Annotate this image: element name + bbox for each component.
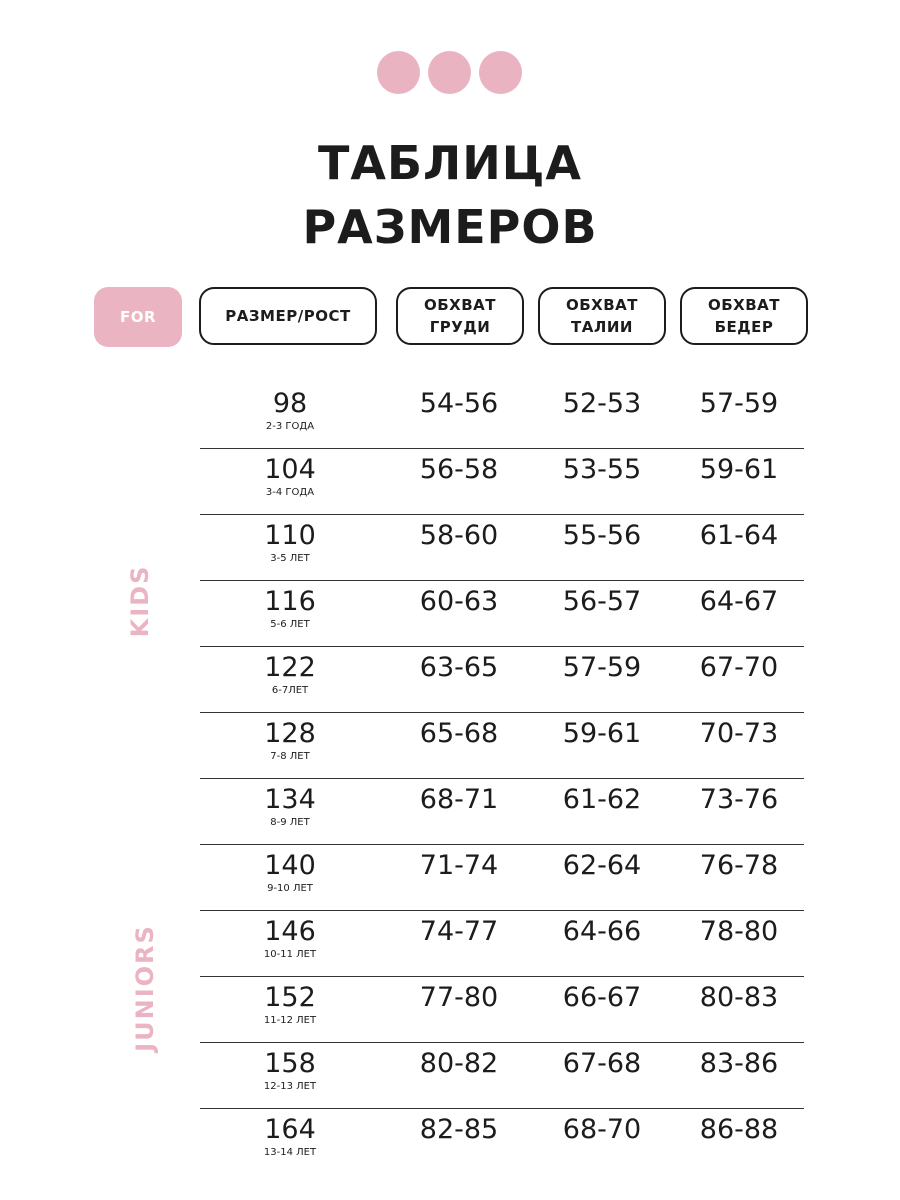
hips-value: 59-61	[699, 454, 779, 485]
age-value: 2-3 ГОДА	[265, 421, 315, 432]
age-value: 12-13 ЛЕТ	[263, 1081, 317, 1092]
waist-value: 55-56	[562, 520, 642, 551]
size-value: 164	[264, 1114, 316, 1145]
chest-value: 56-58	[419, 454, 499, 485]
chest-value: 71-74	[419, 850, 499, 881]
page-title-line-1: ТАБЛИЦА	[317, 136, 583, 190]
age-value: 3-5 ЛЕТ	[270, 553, 310, 564]
waist-value: 56-57	[562, 586, 642, 617]
size-value: 104	[264, 454, 316, 485]
for-badge-label: FOR	[119, 308, 157, 326]
size-column-header	[199, 287, 377, 345]
waist-value: 64-66	[562, 916, 642, 947]
hips-value: 78-80	[699, 916, 779, 947]
chest-value: 74-77	[419, 916, 499, 947]
size-value: 152	[264, 982, 316, 1013]
age-value: 10-11 ЛЕТ	[263, 949, 317, 960]
decorative-dot-3	[479, 51, 522, 94]
age-value: 6-7ЛЕТ	[271, 685, 309, 696]
waist-value: 59-61	[562, 718, 642, 749]
age-value: 5-6 ЛЕТ	[270, 619, 310, 630]
page-title-line-2: РАЗМЕРОВ	[302, 200, 598, 254]
size-column-label: РАЗМЕР/РОСТ	[225, 307, 351, 325]
table-row	[200, 1043, 804, 1109]
for-badge	[94, 287, 182, 347]
chest-value: 80-82	[419, 1048, 499, 1079]
waist-value: 53-55	[562, 454, 642, 485]
hips-value: 67-70	[699, 652, 779, 683]
hips-label-line2: БЕДЕР	[714, 318, 774, 336]
hips-value: 64-67	[699, 586, 779, 617]
size-value: 98	[272, 388, 308, 419]
table-row	[200, 647, 804, 713]
waist-value: 61-62	[562, 784, 642, 815]
age-value: 7-8 ЛЕТ	[270, 751, 310, 762]
chest-value: 54-56	[419, 388, 499, 419]
age-value: 9-10 ЛЕТ	[267, 883, 313, 894]
chest-value: 77-80	[419, 982, 499, 1013]
table-row	[200, 449, 804, 515]
hips-value: 73-76	[699, 784, 779, 815]
chest-label-line1: ОБХВАТ	[423, 296, 497, 314]
size-value: 116	[264, 586, 316, 617]
hips-value: 76-78	[699, 850, 779, 881]
size-value: 128	[264, 718, 316, 749]
waist-value: 68-70	[562, 1114, 642, 1145]
size-value: 110	[264, 520, 316, 551]
waist-value: 67-68	[562, 1048, 642, 1079]
decorative-dot-1	[377, 51, 420, 94]
chest-value: 82-85	[419, 1114, 499, 1145]
table-row	[200, 911, 804, 977]
table-row	[200, 713, 804, 779]
table-row	[200, 779, 804, 845]
size-value: 140	[264, 850, 316, 881]
table-row	[200, 383, 804, 449]
age-value: 3-4 ГОДА	[265, 487, 315, 498]
waist-label-line2: ТАЛИИ	[571, 318, 633, 336]
chest-label-line2: ГРУДИ	[429, 318, 491, 336]
table-row	[200, 977, 804, 1043]
hips-column-header	[680, 287, 808, 345]
size-value: 134	[264, 784, 316, 815]
waist-value: 57-59	[562, 652, 642, 683]
age-value: 13-14 ЛЕТ	[263, 1147, 317, 1158]
size-value: 122	[264, 652, 316, 683]
chest-value: 60-63	[419, 586, 499, 617]
chest-value: 58-60	[419, 520, 499, 551]
table-row	[200, 581, 804, 647]
chest-column-header	[396, 287, 524, 345]
kids-side-label: KIDS	[126, 564, 154, 638]
chest-value: 68-71	[419, 784, 499, 815]
size-value: 158	[264, 1048, 316, 1079]
chest-value: 63-65	[419, 652, 499, 683]
table-row	[200, 515, 804, 581]
hips-label-line1: ОБХВАТ	[707, 296, 781, 314]
age-value: 11-12 ЛЕТ	[263, 1015, 317, 1026]
decorative-dot-2	[428, 51, 471, 94]
size-value: 146	[264, 916, 316, 947]
chest-value: 65-68	[419, 718, 499, 749]
waist-value: 66-67	[562, 982, 642, 1013]
hips-value: 57-59	[699, 388, 779, 419]
waist-column-header	[538, 287, 666, 345]
hips-value: 86-88	[699, 1114, 779, 1145]
hips-value: 80-83	[699, 982, 779, 1013]
waist-value: 62-64	[562, 850, 642, 881]
age-value: 8-9 ЛЕТ	[270, 817, 310, 828]
waist-value: 52-53	[562, 388, 642, 419]
hips-value: 83-86	[699, 1048, 779, 1079]
hips-value: 70-73	[699, 718, 779, 749]
juniors-side-label: JUNIORS	[131, 924, 159, 1052]
hips-value: 61-64	[699, 520, 779, 551]
table-row	[200, 1109, 804, 1175]
waist-label-line1: ОБХВАТ	[565, 296, 639, 314]
table-row	[200, 845, 804, 911]
